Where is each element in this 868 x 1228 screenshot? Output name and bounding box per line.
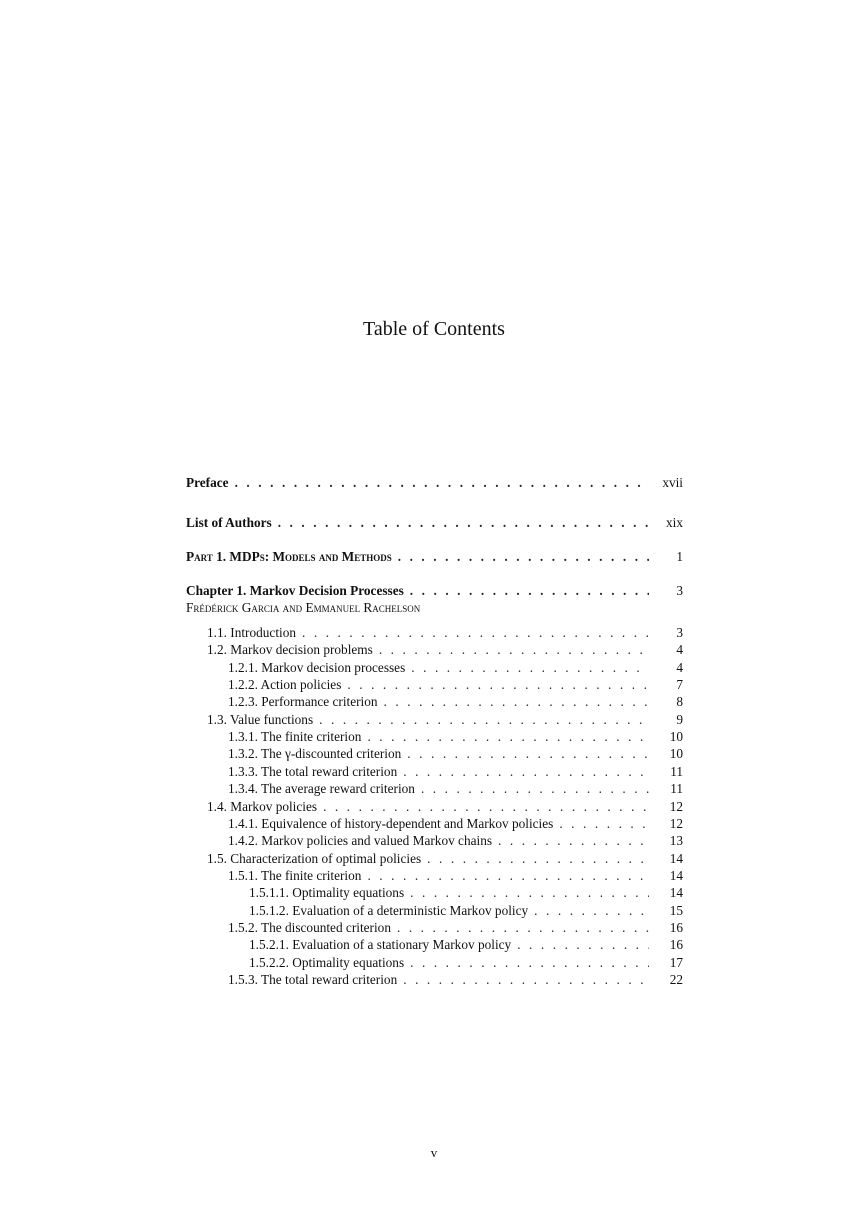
toc-entry-list-of-authors[interactable] (186, 514, 683, 531)
toc-entry[interactable] (207, 798, 683, 815)
toc-entry[interactable] (228, 693, 683, 710)
dot-leader (397, 919, 649, 936)
toc-entry[interactable] (249, 902, 683, 919)
toc-entry[interactable] (207, 711, 683, 728)
dot-leader (410, 884, 649, 901)
toc-entry-label: 1.2.2. Action policies (228, 677, 342, 693)
dot-leader (278, 514, 649, 531)
dot-leader (517, 936, 649, 953)
dot-leader (411, 659, 649, 676)
dot-leader (323, 798, 649, 815)
toc-entry-page: 14 (669, 867, 683, 883)
toc-entry-page: 16 (669, 919, 683, 935)
dot-leader (534, 902, 649, 919)
dot-leader (403, 763, 649, 780)
toc-entry-page: 10 (669, 729, 683, 745)
toc-entry[interactable] (228, 676, 683, 693)
toc-entry-label: 1.5.3. The total reward criterion (228, 972, 398, 987)
toc-entry-label: Chapter 1. Markov Decision Processes (186, 583, 404, 598)
toc-entry-part-1[interactable] (186, 548, 683, 565)
toc-entry-label: 1.1. Introduction (207, 625, 297, 640)
toc-entry-label: Part 1. MDPs: Models and Methods (186, 549, 392, 564)
toc-entry-page: 10 (669, 746, 683, 762)
toc-entry-label: 1.5.2. The discounted criterion (228, 919, 391, 935)
dot-leader (398, 548, 649, 565)
toc-entry-label: 1.5. Characterization of optimal policies (207, 850, 422, 866)
toc-entry-page: xvii (662, 475, 683, 490)
dot-leader (367, 867, 649, 884)
dot-leader (347, 676, 649, 693)
toc-entry[interactable] (228, 832, 683, 849)
toc-entry[interactable] (228, 919, 683, 936)
dot-leader (302, 624, 649, 641)
toc-entry-page: 4 (676, 642, 683, 658)
toc-entry-page: 7 (676, 677, 683, 693)
toc-entry-label: 1.2.3. Performance criterion (228, 694, 378, 710)
toc-entry-page: 17 (669, 954, 683, 970)
toc-entry[interactable] (207, 624, 683, 641)
toc-entry-page: 1 (676, 549, 683, 564)
toc-entry[interactable] (207, 641, 683, 658)
toc-entry-label: 1.5.1.2. Evaluation of a deterministic Markov policy (249, 902, 529, 918)
toc-entry[interactable] (249, 954, 683, 971)
toc-entry-label: 1.5.1. The finite criterion (228, 867, 362, 883)
toc-entry-page: 12 (669, 798, 683, 814)
dot-leader (319, 711, 649, 728)
dot-leader (407, 745, 649, 762)
dot-leader (427, 850, 649, 867)
toc-entry-label: 1.4. Markov policies (207, 798, 318, 814)
dot-leader (379, 641, 649, 658)
toc-entry-chapter-1[interactable] (186, 582, 683, 599)
page-title: Table of Contents (363, 318, 505, 340)
toc-entry-page: 9 (676, 711, 683, 727)
toc-entry-page: 13 (669, 833, 683, 849)
toc-entry-page: 11 (670, 763, 683, 779)
toc-entry-label: List of Authors (186, 515, 272, 530)
toc-entry-label: 1.2.1. Markov decision processes (228, 659, 406, 675)
toc-entry-label: 1.3.1. The finite criterion (228, 729, 362, 745)
chapter-authors: Frédérick Garcia and Emmanuel Rachelson (186, 600, 421, 615)
dot-leader (410, 582, 649, 599)
toc-entry-page: 14 (669, 885, 683, 901)
toc-entry[interactable] (249, 936, 683, 953)
toc-entry-label: 1.4.1. Equivalence of history-dependent and Markov policies (228, 815, 554, 831)
toc-entry-label: 1.5.2.1. Evaluation of a stationary Markov policy (249, 937, 512, 953)
toc-entry-label: Preface (186, 475, 229, 490)
toc-entry-page: 3 (676, 583, 683, 598)
toc-entry-page: 3 (676, 625, 683, 640)
toc-entry[interactable] (249, 884, 683, 901)
toc-entry[interactable] (228, 780, 683, 797)
dot-leader (410, 954, 649, 971)
toc-entry-page: 11 (670, 781, 683, 797)
toc-entry-label: 1.3.3. The total reward criterion (228, 763, 398, 779)
toc-entry-page: 12 (669, 815, 683, 831)
toc-entry-preface[interactable] (186, 474, 683, 491)
page-number: v (430, 1145, 438, 1160)
toc-entry[interactable] (228, 659, 683, 676)
dot-leader (235, 474, 649, 491)
toc-entry-page: xix (666, 515, 683, 530)
toc-entry[interactable] (228, 728, 683, 745)
dot-leader (384, 693, 649, 710)
toc-entry-page: 15 (669, 902, 683, 918)
dot-leader (367, 728, 649, 745)
dot-leader (403, 971, 649, 988)
dot-leader (498, 832, 649, 849)
toc-entry[interactable] (207, 850, 683, 867)
dot-leader (559, 815, 649, 832)
toc-entry[interactable] (228, 815, 683, 832)
toc-entry-page: 16 (669, 937, 683, 953)
toc-entry-page: 22 (669, 972, 683, 987)
toc-entry-page: 8 (676, 694, 683, 710)
toc-entry-label: 1.5.2.2. Optimality equations (249, 954, 405, 970)
toc-entry-label: 1.4.2. Markov policies and valued Markov chains (228, 833, 493, 849)
toc-entry[interactable] (228, 971, 683, 988)
dot-leader (421, 780, 649, 797)
toc-entry-page: 4 (676, 659, 683, 675)
toc-entry-label: 1.3.4. The average reward criterion (228, 781, 415, 797)
toc-entry[interactable] (228, 867, 683, 884)
toc-entry-label: 1.2. Markov decision problems (207, 642, 373, 658)
toc-entry-label: 1.5.1.1. Optimality equations (249, 885, 405, 901)
toc-entry-label: 1.3.2. The γ-discounted criterion (228, 746, 402, 762)
toc-entry[interactable] (228, 745, 683, 762)
toc-entry-label: 1.3. Value functions (207, 711, 314, 727)
toc-entry-page: 14 (669, 850, 683, 866)
toc-entry[interactable] (228, 763, 683, 780)
